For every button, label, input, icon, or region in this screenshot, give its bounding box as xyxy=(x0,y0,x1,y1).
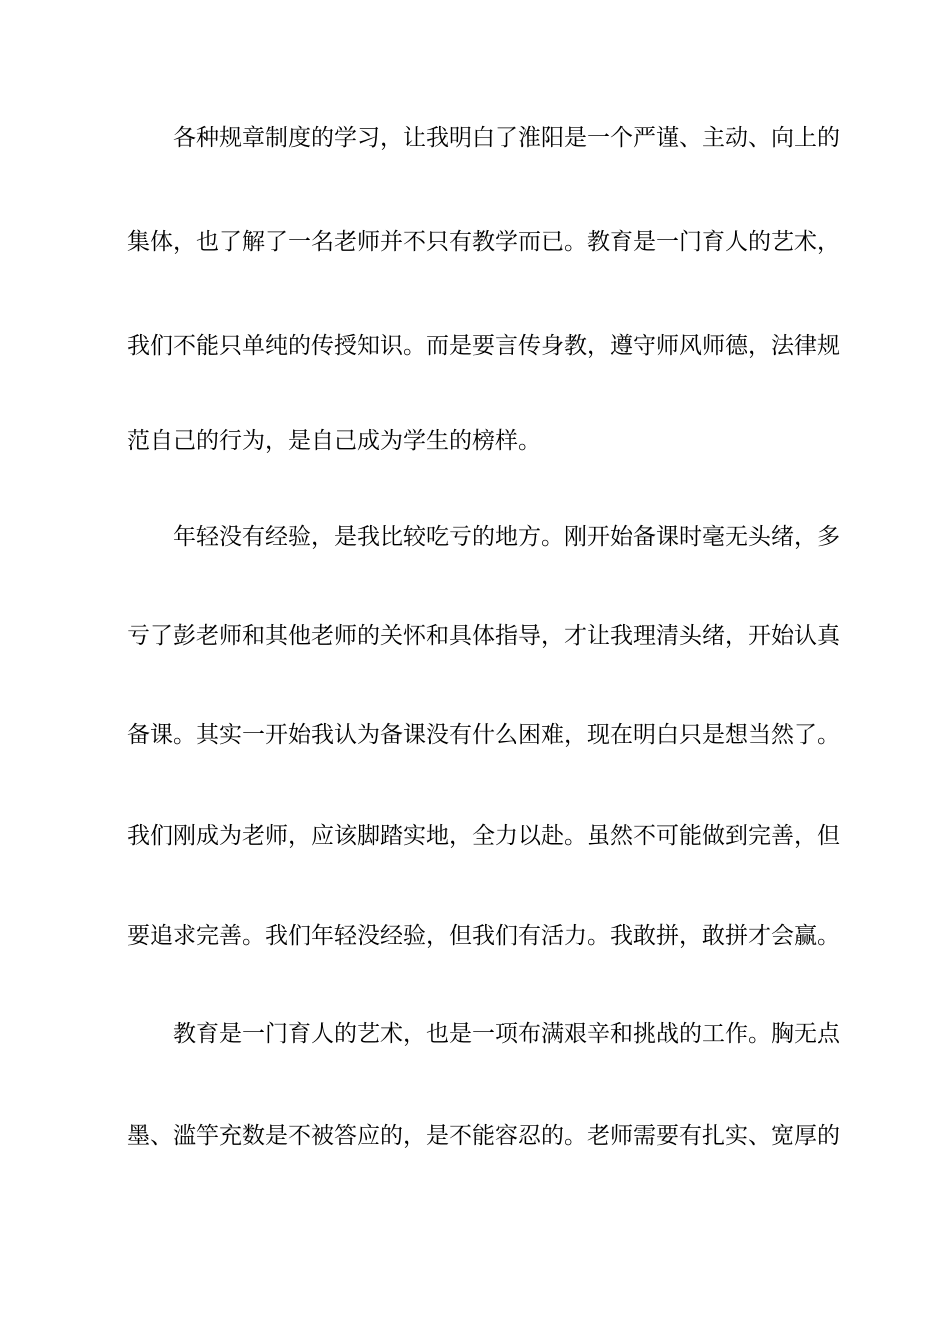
text-line: 备课。其实一开始我认为备课没有什么困难，现在明白只是想当然了。 xyxy=(127,722,840,748)
text-line: 要追求完善。我们年轻没经验，但我们有活力。我敢拼，敢拼才会赢。 xyxy=(127,923,840,949)
text-line: 范自己的行为，是自己成为学生的榜样。 xyxy=(127,428,541,454)
text-line: 教育是一门育人的艺术，也是一项布满艰辛和挑战的工作。胸无点 xyxy=(173,1021,840,1047)
text-line: 墨、滥竽充数是不被答应的，是不能容忍的。老师需要有扎实、宽厚的 xyxy=(127,1123,840,1149)
text-line: 集体，也了解了一名老师并不只有教学而已。教育是一门育人的艺术， xyxy=(127,229,840,255)
text-line: 我们刚成为老师，应该脚踏实地，全力以赴。虽然不可能做到完善，但 xyxy=(127,823,840,849)
text-line: 我们不能只单纯的传授知识。而是要言传身教，遵守师风师德，法律规 xyxy=(127,333,840,359)
text-line: 亏了彭老师和其他老师的关怀和具体指导，才让我理清头绪，开始认真 xyxy=(127,623,840,649)
text-line: 各种规章制度的学习，让我明白了淮阳是一个严谨、主动、向上的 xyxy=(173,125,840,151)
text-line: 年轻没有经验，是我比较吃亏的地方。刚开始备课时毫无头绪，多 xyxy=(173,524,840,550)
